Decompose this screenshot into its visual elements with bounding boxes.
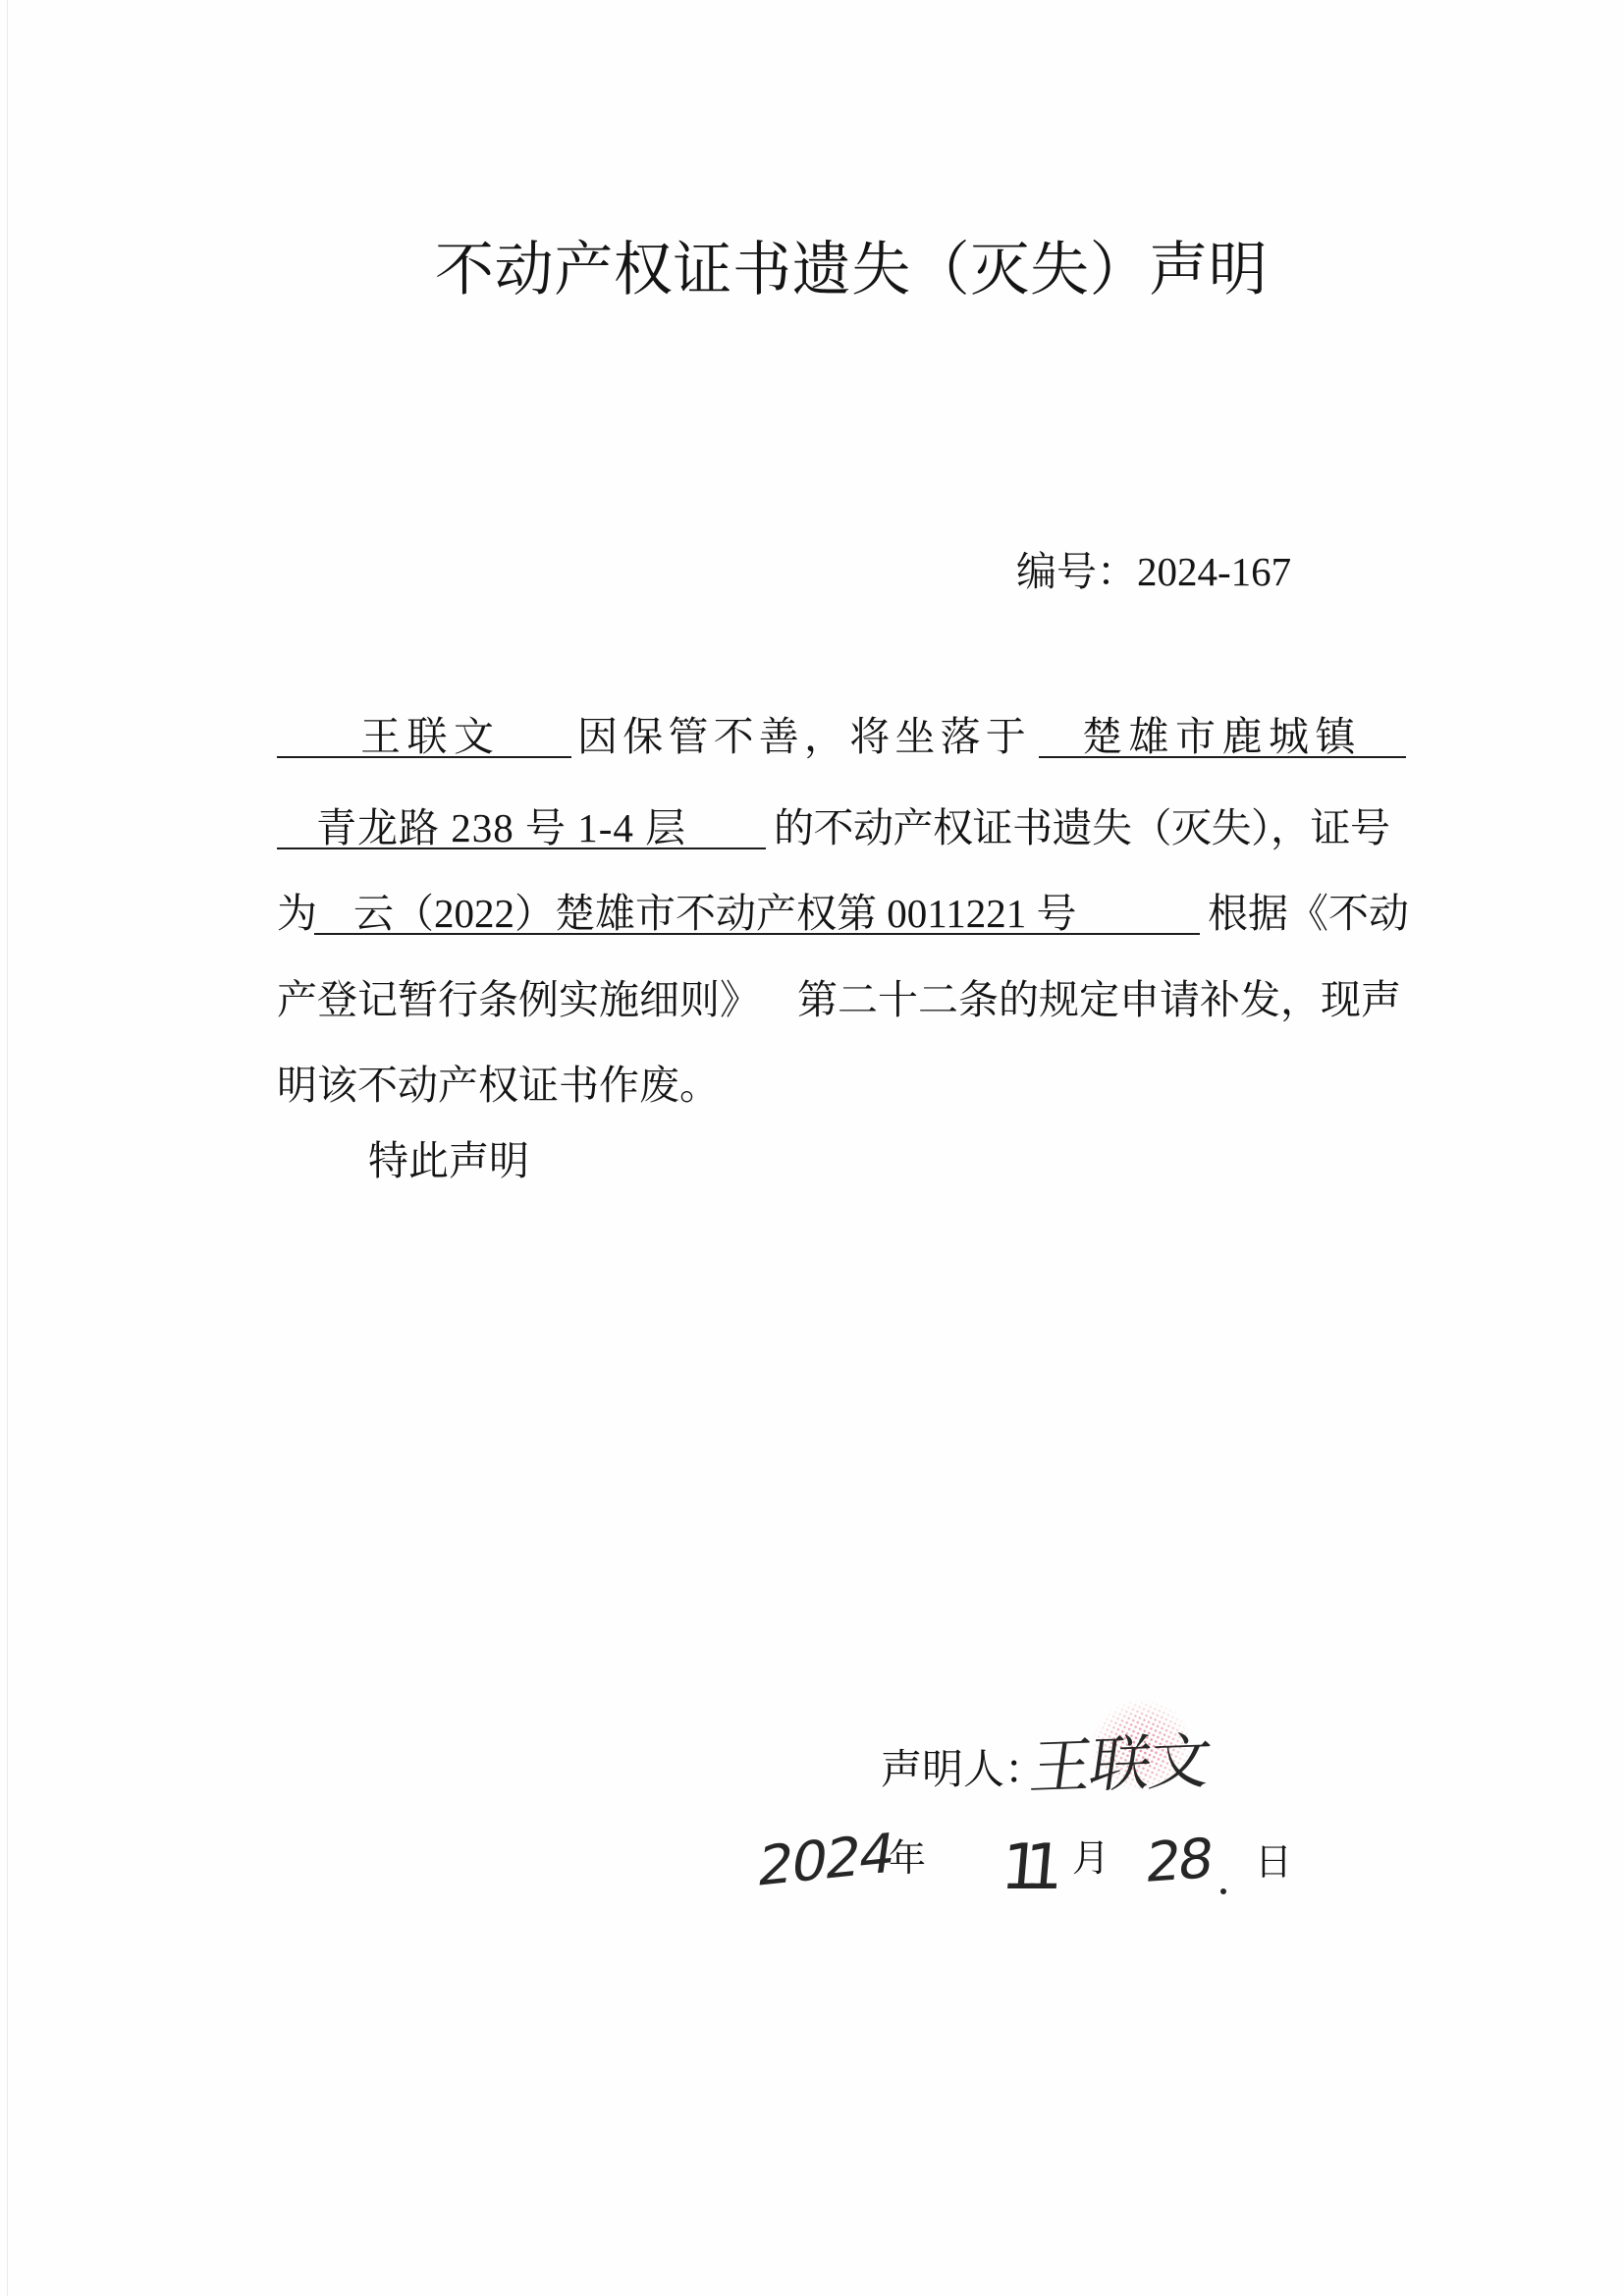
body-text-c: 为 — [277, 891, 317, 936]
certificate-number-blank — [314, 889, 1200, 935]
declarant-label: 声明人： — [881, 1748, 1047, 1793]
document-number — [1016, 547, 1291, 596]
location-part-2: 青龙路 238 号 1-4 层 — [316, 805, 687, 850]
body-text-b: 的不动产权证书遗失（灭失），证号 — [774, 805, 1390, 850]
ink-dot — [1220, 1888, 1226, 1894]
body-text-f: 第二十二条的规定申请补发，现声 — [797, 977, 1401, 1022]
location-blank-2 — [277, 803, 766, 849]
body-text-d: 根据《不动 — [1208, 891, 1409, 936]
document-number-value: 2024-167 — [1137, 549, 1292, 594]
location-blank-1 — [1039, 712, 1406, 758]
scan-edge-line — [7, 0, 8, 2296]
body-text-a: 因保管不善，将坐落于 — [577, 714, 1031, 759]
body-text-g: 明该不动产权证书作废。 — [277, 1063, 720, 1108]
date-year-handwritten: 2024 — [753, 1822, 898, 1899]
document-number-label: 编号： — [1016, 549, 1137, 594]
body-line-3 — [0, 889, 1623, 938]
date-year-unit: 年 — [889, 1838, 927, 1880]
body-line-5 — [0, 1061, 1623, 1110]
body-line-4 — [0, 975, 1623, 1024]
certificate-number: 云（2022）楚雄市不动产权第 0011221 号 — [353, 891, 1077, 936]
handwritten-signature: 王联文 — [1025, 1724, 1215, 1803]
body-line-2 — [0, 803, 1623, 852]
page-title: 不动产权证书遗失（灭失）声明 — [435, 236, 1269, 304]
date-month-handwritten: 11 — [998, 1831, 1050, 1904]
body-line-1 — [0, 712, 1623, 761]
date-month-unit: 月 — [1072, 1838, 1110, 1880]
owner-name: 王联文 — [360, 714, 501, 759]
location-part-1: 楚雄市鹿城镇 — [1082, 714, 1362, 759]
closing-statement: 特此声明 — [368, 1138, 529, 1183]
body-text-e: 产登记暂行条例实施细则》 — [277, 977, 760, 1022]
owner-name-blank — [277, 712, 571, 758]
date-day-handwritten: 28 — [1142, 1827, 1215, 1895]
date-day-unit: 日 — [1255, 1842, 1293, 1884]
